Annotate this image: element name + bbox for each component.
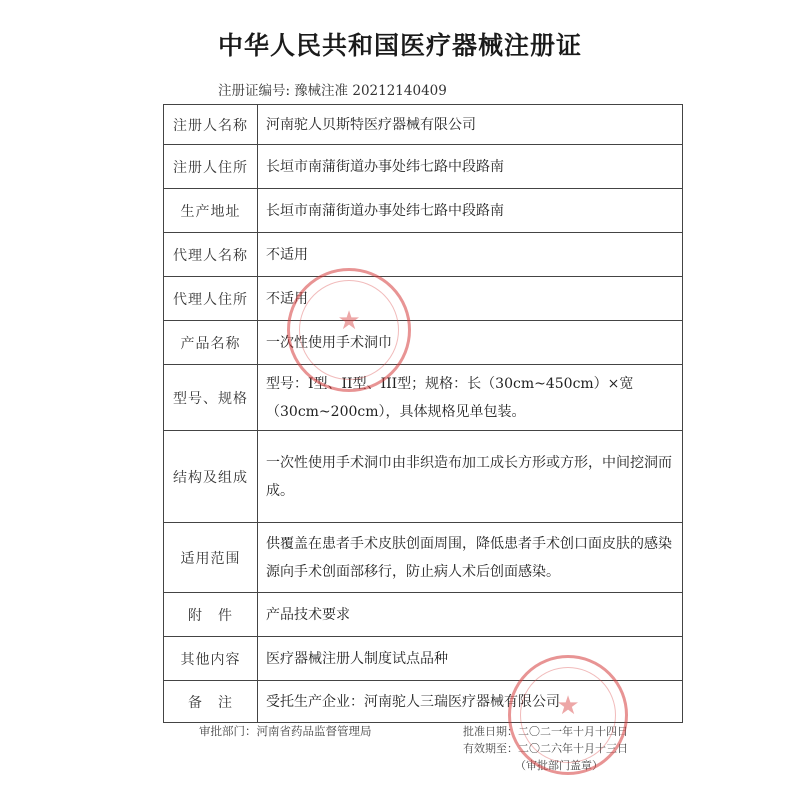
row-label-production-address: 生产地址 <box>164 189 258 233</box>
table-row <box>164 105 683 145</box>
official-seal-stamp <box>287 268 411 392</box>
row-value-agent-address: 不适用 <box>258 277 683 321</box>
table-row <box>164 277 683 321</box>
seal-star-icon: ★ <box>337 305 361 336</box>
row-label-structure: 结构及组成 <box>164 431 258 523</box>
row-value-product-name: 一次性使用手术洞巾 <box>258 321 683 365</box>
seal-star-icon: ★ <box>556 690 580 721</box>
row-label-attachment: 附 件 <box>164 593 258 637</box>
table-row <box>164 365 683 431</box>
table-row <box>164 145 683 189</box>
row-value-registrant-address: 长垣市南蒲街道办事处纬七路中段路南 <box>258 145 683 189</box>
table-row <box>164 523 683 593</box>
row-value-remarks: 受托生产企业：河南驼人三瑞医疗器械有限公司 <box>258 681 683 723</box>
registration-number-value: 豫械注准 20212140409 <box>294 83 447 99</box>
row-label-registrant-name: 注册人名称 <box>164 105 258 145</box>
valid-until: 有效期至：二〇二六年十月十三日 <box>463 742 628 755</box>
official-seal-stamp-bottom <box>508 655 628 775</box>
row-value-attachment: 产品技术要求 <box>258 593 683 637</box>
seal-note: （审批部门盖章） <box>515 759 603 772</box>
row-value-other: 医疗器械注册人制度试点品种 <box>258 637 683 681</box>
row-label-product-name: 产品名称 <box>164 321 258 365</box>
row-value-production-address: 长垣市南蒲街道办事处纬七路中段路南 <box>258 189 683 233</box>
row-label-registrant-address: 注册人住所 <box>164 145 258 189</box>
approval-date: 批准日期：二〇二一年十月十四日 <box>463 725 628 738</box>
row-label-remarks: 备 注 <box>164 681 258 723</box>
registration-number <box>218 79 447 99</box>
row-label-agent-name: 代理人名称 <box>164 233 258 277</box>
table-row <box>164 189 683 233</box>
certificate-title: 中华人民共和国医疗器械注册证 <box>217 31 582 60</box>
table-row <box>164 431 683 523</box>
approval-department: 审批部门：河南省药品监督管理局 <box>199 724 372 738</box>
table-row <box>164 321 683 365</box>
certificate-table <box>163 104 683 723</box>
row-label-agent-address: 代理人住所 <box>164 277 258 321</box>
row-value-agent-name: 不适用 <box>258 233 683 277</box>
registration-number-label: 注册证编号: <box>218 83 291 99</box>
row-label-model-spec: 型号、规格 <box>164 365 258 431</box>
row-value-model-spec: 型号：I型、II型、III型；规格：长（30cm~450cm）×宽（30cm~200cm），具体规格见单包装。 <box>258 365 683 431</box>
table-row <box>164 233 683 277</box>
row-value-registrant-name: 河南驼人贝斯特医疗器械有限公司 <box>258 105 683 145</box>
row-value-structure: 一次性使用手术洞巾由非织造布加工成长方形或方形，中间挖洞而成。 <box>258 431 683 523</box>
row-value-scope: 供覆盖在患者手术皮肤创面周围，降低患者手术创口面皮肤的感染源向手术创面部移行，防止病人术后创面感染。 <box>258 523 683 593</box>
table-row <box>164 593 683 637</box>
row-label-scope: 适用范围 <box>164 523 258 593</box>
row-label-other: 其他内容 <box>164 637 258 681</box>
